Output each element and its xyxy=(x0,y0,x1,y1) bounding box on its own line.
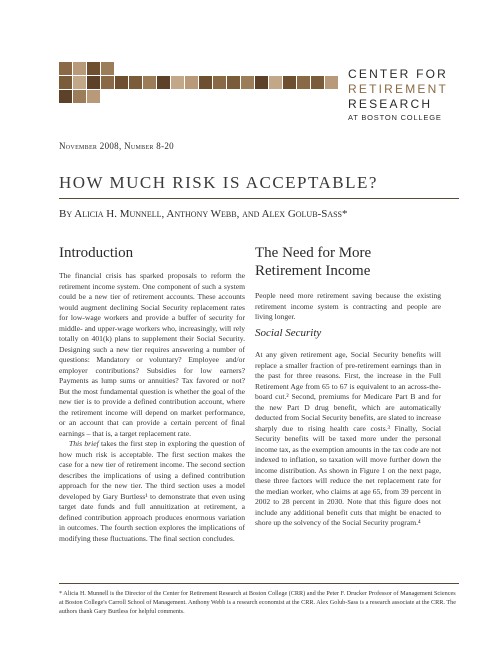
logo-square xyxy=(129,76,142,89)
logo-square xyxy=(269,76,282,89)
logo-square xyxy=(115,76,128,89)
logo-square xyxy=(157,76,170,89)
social-security-paragraph: At any given retirement age, Social Security benefits will replace a smaller fraction of pre-retirement earnings than in the past for three reasons. First, the increase in the Full Retirement Age from 65 to 67 is equivalent to an across-the-board cut.² Second, premiums for Medicare Part B and for the new Part D drug benefit, which are automatically deducted from Social Security benefits, are slated to increase sharply due to rising health care costs.³ Finally, Social Security benefits will be taxed more under the personal income tax, as the exemption amounts in the tax code are not indexed to inflation, so taxation will move further down the income distribution. As shown in Figure 1 on the next page, these three factors will reduce the net replacement rate for the median worker, who claims at age 65, from 39 percent in 2002 to 28 percent in 2030. Note that this figure does not include any additional benefit cuts that might be enacted to shore up the solvency of the Social Security program.⁴ xyxy=(255,350,441,527)
logo-line-boston-college: AT BOSTON COLLEGE xyxy=(348,113,442,122)
introduction-heading: Introduction xyxy=(59,245,134,261)
author-byline: By Alicia H. Munnell, Anthony Webb, and Alex Golub-Sass* xyxy=(59,208,348,220)
social-security-subheading: Social Security xyxy=(255,327,322,339)
logo-square xyxy=(101,62,114,75)
introduction-column xyxy=(59,271,245,544)
logo-square xyxy=(227,76,240,89)
intro-paragraph-2 xyxy=(59,439,245,544)
logo-line-center-for: CENTER FOR xyxy=(348,67,448,81)
logo-square xyxy=(311,76,324,89)
logo-square xyxy=(73,90,86,103)
need-intro-paragraph: People need more retirement saving because the existing retirement income system is contracting and people are living longer. xyxy=(255,291,441,321)
issue-dateline: November 2008, Number 8-20 xyxy=(59,141,174,151)
logo-square xyxy=(283,76,296,89)
intro-paragraph-2-text: takes the first step in exploring the question of how much risk is acceptable. The first section makes the case for a new tier of retirement income. The second section describes the implications of using a defined contribution approach for the new tier. The third section uses a model developed by Gary Burtless¹ to demonstrate that even using target date funds and full annuitization at retirement, a defined contribution approach produces enormous variation in outcomes. The fourth section explores the implications of modifying these fluctuations. The final section concludes. xyxy=(59,439,245,543)
logo-square xyxy=(87,62,100,75)
logo-square xyxy=(87,76,100,89)
logo-square xyxy=(73,62,86,75)
logo-square xyxy=(59,76,72,89)
footnote-rule xyxy=(59,583,459,584)
logo-square xyxy=(241,76,254,89)
logo-square xyxy=(297,76,310,89)
logo-square xyxy=(59,62,72,75)
logo-square xyxy=(325,76,338,89)
logo-square xyxy=(87,90,100,103)
logo-square xyxy=(199,76,212,89)
logo-square xyxy=(255,76,268,89)
author-footnote: * Alicia H. Munnell is the Director of the Center for Retirement Research at Boston College (CRR) and the Peter F. Drucker Professor of Management Sciences at Boston College's Carroll School of Management. Anthony Webb is a research economist at the CRR. Alex Golub-Sass is a research associate at the CRR. The authors thank Gary Burtless for helpful comments. xyxy=(59,590,456,615)
page-title: HOW MUCH RISK IS ACCEPTABLE? xyxy=(59,173,378,192)
logo-square xyxy=(59,90,72,103)
intro-paragraph-1: The financial crisis has sparked proposals to reform the retirement income system. One component of such a system could be a new tier of retirement accounts. These accounts would augment declining Social Security replacement rates for low-wage workers and provide a buffer of security for middle- and upper-wage workers who, increasingly, will rely totally on 401(k) plans to supplement their Social Security. Designing such a new tier requires answering a number of questions: Mandatory or voluntary? Employee and/or employer contributions? Subsidies for low earners? Payments as lump sums or annuities? Tax favored or not? But the most fundamental question is whether the goal of the new tier is to provide a defined contribution account, where the retirement income will depend on market performance, or an account that can provide a certain percent of final earnings – that is, a target replacement rate. xyxy=(59,271,245,438)
logo-square xyxy=(101,76,114,89)
need-heading: The Need for More Retirement Income xyxy=(255,245,372,279)
logo-square xyxy=(213,76,226,89)
title-rule xyxy=(59,198,459,199)
logo-square xyxy=(171,76,184,89)
logo-square xyxy=(73,76,86,89)
logo-line-retirement: RETIREMENT xyxy=(348,82,448,96)
logo-square xyxy=(185,76,198,89)
brief-emphasis: This brief xyxy=(69,439,99,448)
logo-square xyxy=(143,76,156,89)
logo-line-research: RESEARCH xyxy=(348,97,433,111)
